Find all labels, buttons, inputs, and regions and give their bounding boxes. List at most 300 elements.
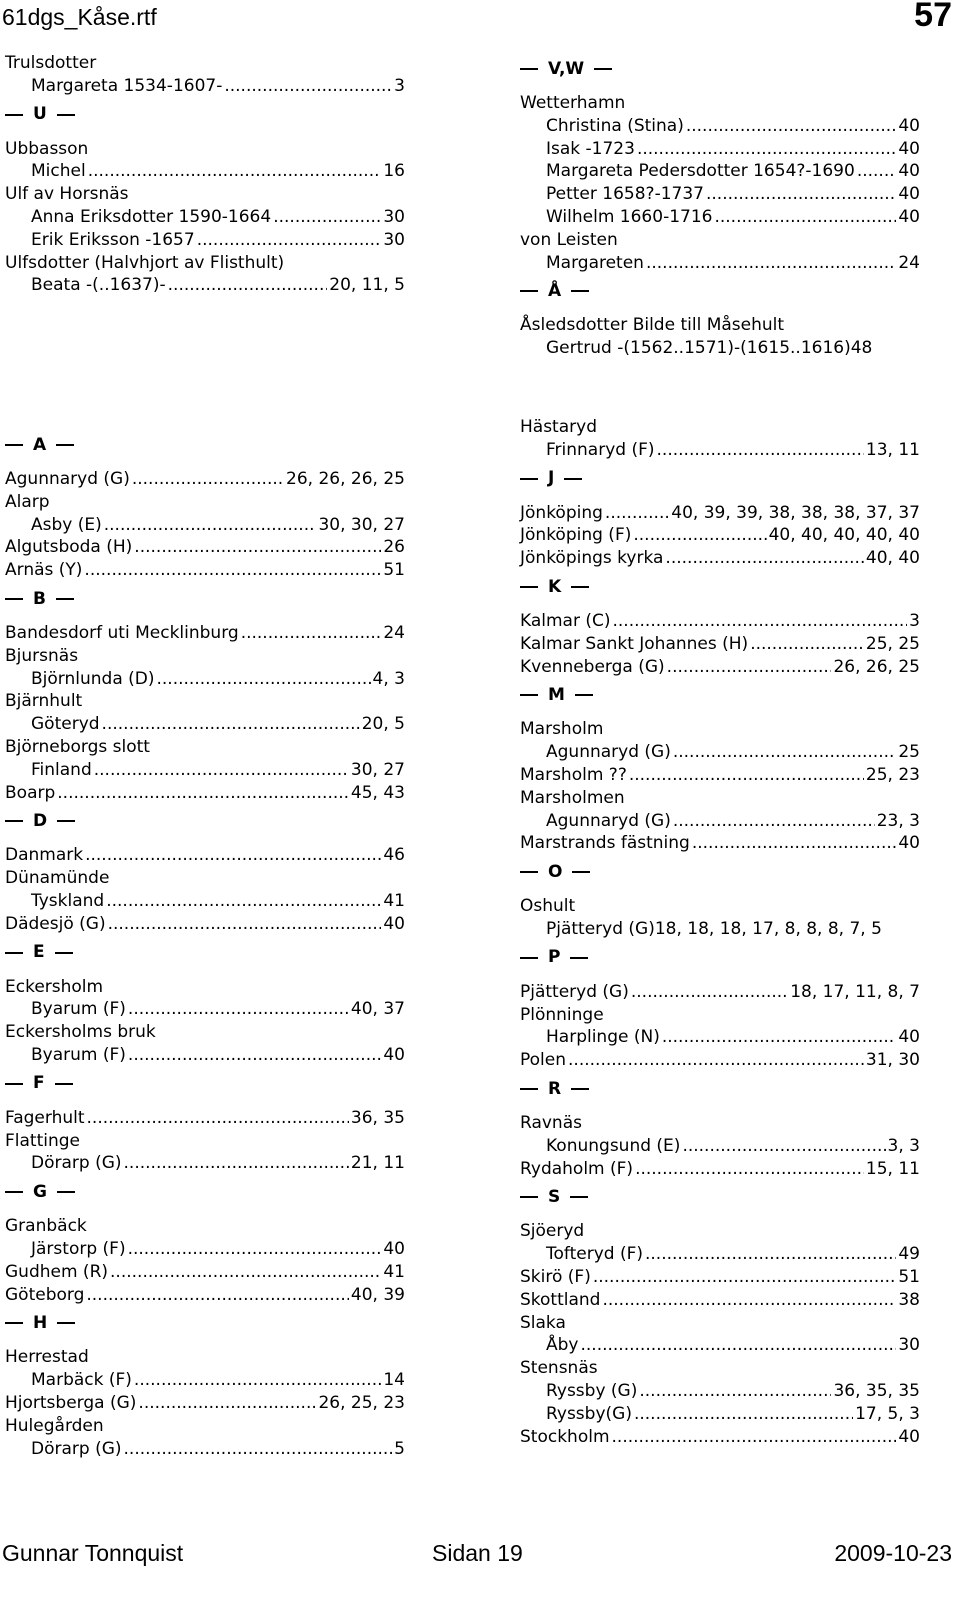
section-letter-text: A xyxy=(33,434,47,455)
entry-name: Wilhelm 1660-1716 xyxy=(546,206,713,227)
entry-name: Stockholm xyxy=(520,1426,610,1447)
entry-pages: 40 xyxy=(898,161,920,182)
index-entry xyxy=(520,502,920,525)
index-entry xyxy=(520,547,920,570)
index-heading: Ulf av Horsnäs xyxy=(5,184,129,205)
leader-dots xyxy=(102,713,360,736)
entry-pages: 40, 39 xyxy=(350,1284,405,1305)
index-entry xyxy=(5,1044,405,1067)
letter-dash-right xyxy=(55,952,73,954)
leader-dots xyxy=(706,183,896,206)
entry-name: Jönköpings kyrka xyxy=(520,548,664,569)
entry-name: Kvenneberga (G) xyxy=(520,656,665,677)
letter-dash-right xyxy=(57,114,75,116)
section-letter-text: S xyxy=(548,1186,561,1207)
entry-pages: 3 xyxy=(394,75,405,96)
leader-dots xyxy=(86,1284,349,1307)
letter-dash-left xyxy=(5,114,23,116)
entry-name: Beata -(..1637)- xyxy=(31,275,166,296)
leader-dots xyxy=(613,610,908,633)
leader-dots xyxy=(593,1266,897,1289)
index-entry xyxy=(520,183,920,206)
index-heading: Oshult xyxy=(520,896,576,917)
leader-dots xyxy=(108,913,382,936)
section-letter-text: Å xyxy=(548,280,562,301)
letter-dash-left xyxy=(5,444,23,446)
index-heading: Pjätteryd (G)18, 18, 18, 17, 8, 8, 8, 7, 5 xyxy=(546,918,882,939)
letter-dash-right xyxy=(572,871,590,873)
leader-dots xyxy=(88,160,382,183)
index-entry xyxy=(5,160,405,183)
index-entry xyxy=(520,1243,920,1266)
index-entry xyxy=(5,536,405,559)
section-letter-text: K xyxy=(548,576,562,597)
index-entry xyxy=(520,764,920,787)
section-letter-text: D xyxy=(33,810,48,831)
entry-pages: 3 xyxy=(909,610,920,631)
document-title: 61dgs_Kåse.rtf xyxy=(2,4,157,30)
leader-dots xyxy=(224,75,392,98)
letter-dash-left xyxy=(520,478,538,480)
entry-name: Harplinge (N) xyxy=(546,1027,660,1048)
entry-pages: 24 xyxy=(898,252,920,273)
section-letter-text: M xyxy=(548,684,565,705)
entry-pages: 40, 40 xyxy=(865,548,920,569)
entry-name: Tyskland xyxy=(31,890,105,911)
index-heading: Dünamünde xyxy=(5,868,110,889)
footer-date: 2009-10-23 xyxy=(834,1540,952,1566)
index-entry xyxy=(5,782,405,805)
entry-name: Konungsund (E) xyxy=(546,1135,681,1156)
index-heading: von Leisten xyxy=(520,229,618,250)
leader-dots xyxy=(645,1243,896,1266)
letter-dash-left xyxy=(520,586,538,588)
index-entry xyxy=(520,1380,920,1403)
entry-name: Ryssby(G) xyxy=(546,1403,632,1424)
letter-dash-right xyxy=(571,290,589,292)
leader-dots xyxy=(134,1369,381,1392)
index-heading: Eckersholm xyxy=(5,976,104,997)
leader-dots xyxy=(605,502,669,525)
index-heading: Åsledsdotter Bilde till Måsehult xyxy=(520,315,785,336)
entry-pages: 26 xyxy=(383,537,405,558)
letter-dash-right xyxy=(57,820,75,822)
entry-pages: 41 xyxy=(383,890,405,911)
entry-pages: 40, 40, 40, 40, 40 xyxy=(768,525,920,546)
leader-dots xyxy=(714,206,896,229)
letter-dash-right xyxy=(57,1191,75,1193)
leader-dots xyxy=(168,274,328,297)
entry-pages: 13, 11 xyxy=(865,439,920,460)
index-heading: Eckersholms bruk xyxy=(5,1022,156,1043)
entry-pages: 3, 3 xyxy=(887,1135,920,1156)
leader-dots xyxy=(637,138,896,161)
index-entry xyxy=(520,832,920,855)
page-number: 57 xyxy=(914,0,952,34)
index-entry xyxy=(5,229,405,252)
entry-pages: 40 xyxy=(898,206,920,227)
section-letter-text: U xyxy=(33,104,47,125)
index-entry xyxy=(520,252,920,275)
index-entry xyxy=(5,559,405,582)
leader-dots xyxy=(124,1152,349,1175)
leader-dots xyxy=(57,782,349,805)
section-letter xyxy=(5,810,405,832)
index-entry xyxy=(520,1403,920,1426)
leader-dots xyxy=(128,998,349,1021)
index-entry xyxy=(520,981,920,1004)
index-heading: Gertrud -(1562..1571)-(1615..1616)48 xyxy=(546,338,873,359)
entry-name: Finland xyxy=(31,759,92,780)
letter-dash-left xyxy=(520,694,538,696)
entry-pages: 51 xyxy=(898,1266,920,1287)
index-entry xyxy=(5,844,405,867)
entry-name: Kalmar Sankt Johannes (H) xyxy=(520,633,749,654)
index-entry xyxy=(520,1135,920,1158)
entry-name: Tofteryd (F) xyxy=(546,1244,643,1265)
leader-dots xyxy=(657,439,864,462)
section-letter xyxy=(520,861,920,883)
index-column-bottom-right xyxy=(520,416,920,1448)
entry-pages: 25 xyxy=(898,742,920,763)
entry-pages: 40, 37 xyxy=(350,999,405,1020)
index-entry xyxy=(5,1438,405,1461)
index-entry xyxy=(520,160,920,183)
entry-name: Margareten xyxy=(546,252,644,273)
entry-name: Kalmar (C) xyxy=(520,610,611,631)
entry-pages: 30, 27 xyxy=(350,759,405,780)
index-heading: Bjärnhult xyxy=(5,691,83,712)
entry-name: Rydaholm (F) xyxy=(520,1158,634,1179)
leader-dots xyxy=(667,656,832,679)
index-entry xyxy=(520,138,920,161)
index-heading: Ravnäs xyxy=(520,1112,582,1133)
leader-dots xyxy=(646,252,896,275)
entry-pages: 40 xyxy=(383,1238,405,1259)
entry-name: Anna Eriksdotter 1590-1664 xyxy=(31,206,272,227)
section-letter xyxy=(520,1078,920,1100)
index-heading: Granbäck xyxy=(5,1216,87,1237)
section-letter xyxy=(5,942,405,964)
index-entry xyxy=(5,668,405,691)
entry-name: Byarum (F) xyxy=(31,999,126,1020)
entry-pages: 40, 39, 39, 38, 38, 38, 37, 37 xyxy=(671,502,920,523)
section-letter-text: R xyxy=(548,1078,562,1099)
leader-dots xyxy=(128,1044,381,1067)
index-entry xyxy=(520,1266,920,1289)
index-column-bottom-left xyxy=(5,428,405,1460)
index-heading: Herrestad xyxy=(5,1347,89,1368)
letter-dash-left xyxy=(5,820,23,822)
index-entry xyxy=(520,524,920,547)
letter-dash-left xyxy=(520,68,538,70)
entry-name: Margareta Pedersdotter 1654?-1690 xyxy=(546,161,855,182)
leader-dots xyxy=(673,741,897,764)
entry-pages: 41 xyxy=(383,1261,405,1282)
section-letter xyxy=(520,58,920,80)
letter-dash-left xyxy=(5,952,23,954)
entry-name: Fagerhult xyxy=(5,1107,85,1128)
index-heading: Stensnäs xyxy=(520,1358,598,1379)
entry-pages: 51 xyxy=(383,560,405,581)
index-entry xyxy=(520,115,920,138)
index-entry xyxy=(520,741,920,764)
entry-name: Hjortsberga (G) xyxy=(5,1392,137,1413)
index-heading: Slaka xyxy=(520,1312,566,1333)
index-entry xyxy=(520,1334,920,1357)
leader-dots xyxy=(857,160,897,183)
section-letter-text: V,W xyxy=(548,58,585,79)
leader-dots xyxy=(673,810,875,833)
index-entry xyxy=(5,713,405,736)
entry-pages: 26, 26, 25 xyxy=(833,656,920,677)
leader-dots xyxy=(633,524,766,547)
section-letter xyxy=(520,468,920,490)
letter-dash-right xyxy=(56,598,74,600)
entry-pages: 49 xyxy=(898,1244,920,1265)
entry-pages: 36, 35 xyxy=(350,1107,405,1128)
index-entry xyxy=(5,1107,405,1130)
index-heading: Flattinge xyxy=(5,1130,80,1151)
leader-dots xyxy=(568,1049,864,1072)
entry-pages: 26, 25, 23 xyxy=(318,1392,405,1413)
section-letter xyxy=(520,576,920,598)
entry-pages: 46 xyxy=(383,845,405,866)
entry-name: Dörarp (G) xyxy=(31,1438,122,1459)
leader-dots xyxy=(692,832,897,855)
entry-pages: 31, 30 xyxy=(865,1050,920,1071)
entry-pages: 20, 11, 5 xyxy=(329,275,405,296)
entry-pages: 14 xyxy=(383,1370,405,1391)
index-heading: Marsholm xyxy=(520,719,604,740)
entry-pages: 40 xyxy=(898,1426,920,1447)
entry-name: Pjätteryd (G) xyxy=(520,981,629,1002)
entry-name: Asby (E) xyxy=(31,514,102,535)
entry-pages: 40 xyxy=(898,115,920,136)
leader-dots xyxy=(85,844,381,867)
entry-name: Björnlunda (D) xyxy=(31,668,155,689)
entry-name: Arnäs (Y) xyxy=(5,560,83,581)
footer-author: Gunnar Tonnquist xyxy=(2,1540,184,1566)
index-entry xyxy=(5,1238,405,1261)
entry-name: Erik Eriksson -1657 xyxy=(31,229,195,250)
entry-name: Petter 1658?-1737 xyxy=(546,184,704,205)
entry-name: Skottland xyxy=(520,1289,601,1310)
index-entry xyxy=(520,1026,920,1049)
index-entry xyxy=(520,1426,920,1449)
leader-dots xyxy=(634,1403,853,1426)
entry-name: Järstorp (F) xyxy=(31,1238,126,1259)
index-entry xyxy=(5,1261,405,1284)
letter-dash-right xyxy=(55,1083,73,1085)
index-entry xyxy=(520,1289,920,1312)
entry-name: Boarp xyxy=(5,782,56,803)
letter-dash-left xyxy=(520,1196,538,1198)
leader-dots xyxy=(273,206,381,229)
section-letter xyxy=(520,1186,920,1208)
section-letter xyxy=(520,947,920,969)
entry-pages: 20, 5 xyxy=(361,714,405,735)
letter-dash-left xyxy=(5,598,23,600)
letter-dash-right xyxy=(570,957,588,959)
entry-name: Dädesjö (G) xyxy=(5,913,106,934)
entry-name: Marbäck (F) xyxy=(31,1370,132,1391)
index-entry xyxy=(520,633,920,656)
entry-name: Dörarp (G) xyxy=(31,1153,122,1174)
leader-dots xyxy=(138,1392,316,1415)
entry-pages: 30 xyxy=(383,229,405,250)
leader-dots xyxy=(639,1380,831,1403)
entry-pages: 4, 3 xyxy=(372,668,405,689)
entry-name: Michel xyxy=(31,161,86,182)
index-heading: Ulfsdotter (Halvhjort av Flisthult) xyxy=(5,252,285,273)
entry-name: Polen xyxy=(520,1050,567,1071)
index-entry xyxy=(5,1392,405,1415)
letter-dash-right xyxy=(571,1088,589,1090)
index-entry xyxy=(5,913,405,936)
section-letter-text: H xyxy=(33,1312,48,1333)
index-heading: Wetterhamn xyxy=(520,93,626,113)
entry-name: Margareta 1534-1607- xyxy=(31,75,223,96)
index-heading: Alarp xyxy=(5,491,50,512)
section-letter-text: P xyxy=(548,947,561,968)
leader-dots xyxy=(84,559,381,582)
index-entry xyxy=(5,890,405,913)
entry-name: Marsholm ?? xyxy=(520,764,627,785)
entry-pages: 40 xyxy=(383,913,405,934)
entry-pages: 40 xyxy=(898,138,920,159)
index-entry xyxy=(520,810,920,833)
letter-dash-right xyxy=(57,1322,75,1324)
entry-pages: 40 xyxy=(898,833,920,854)
letter-dash-left xyxy=(520,1088,538,1090)
entry-pages: 16 xyxy=(383,161,405,182)
leader-dots xyxy=(157,668,371,691)
leader-dots xyxy=(87,1107,349,1130)
entry-name: Jönköping (F) xyxy=(520,525,632,546)
index-entry xyxy=(520,206,920,229)
entry-name: Göteborg xyxy=(5,1284,85,1305)
index-entry xyxy=(520,656,920,679)
leader-dots xyxy=(134,536,381,559)
leader-dots xyxy=(124,1438,393,1461)
index-entry xyxy=(5,998,405,1021)
letter-dash-left xyxy=(520,290,538,292)
footer-sheet: Sidan 19 xyxy=(432,1540,523,1566)
leader-dots xyxy=(612,1426,897,1449)
leader-dots xyxy=(106,890,381,913)
leader-dots xyxy=(686,115,897,138)
index-heading: Trulsdotter xyxy=(5,53,97,73)
index-column-top-left xyxy=(5,52,405,297)
index-entry xyxy=(520,439,920,462)
section-letter xyxy=(5,104,405,126)
entry-name: Åby xyxy=(546,1335,579,1356)
section-letter xyxy=(5,434,405,456)
letter-dash-right xyxy=(564,478,582,480)
section-letter-text: F xyxy=(33,1073,45,1094)
index-entry xyxy=(5,75,405,98)
index-entry xyxy=(520,1158,920,1181)
leader-dots xyxy=(128,1238,382,1261)
entry-pages: 5 xyxy=(394,1438,405,1459)
section-letter xyxy=(520,280,920,302)
letter-dash-right xyxy=(570,1196,588,1198)
leader-dots xyxy=(580,1334,896,1357)
entry-pages: 17, 5, 3 xyxy=(855,1403,920,1424)
entry-name: Frinnaryd (F) xyxy=(546,439,655,460)
leader-dots xyxy=(110,1261,381,1284)
leader-dots xyxy=(635,1158,864,1181)
index-entry xyxy=(5,759,405,782)
index-entry xyxy=(5,206,405,229)
entry-pages: 45, 43 xyxy=(350,782,405,803)
letter-dash-right xyxy=(56,444,74,446)
entry-pages: 38 xyxy=(898,1289,920,1310)
leader-dots xyxy=(750,633,864,656)
entry-pages: 25, 23 xyxy=(865,764,920,785)
index-entry xyxy=(5,468,405,491)
index-entry xyxy=(520,1049,920,1072)
leader-dots xyxy=(94,759,349,782)
entry-pages: 18, 17, 11, 8, 7 xyxy=(790,981,920,1002)
section-letter-text: B xyxy=(33,588,46,609)
index-heading: Sjöeryd xyxy=(520,1221,585,1242)
section-letter xyxy=(5,1073,405,1095)
leader-dots xyxy=(631,981,788,1004)
index-heading: Bjursnäs xyxy=(5,645,79,666)
entry-name: Isak -1723 xyxy=(546,138,635,159)
leader-dots xyxy=(241,622,382,645)
entry-name: Agunnaryd (G) xyxy=(5,469,130,489)
entry-name: Marstrands fästning xyxy=(520,833,690,854)
letter-dash-left xyxy=(520,871,538,873)
index-heading: Ubbasson xyxy=(5,138,89,159)
leader-dots xyxy=(662,1026,897,1049)
letter-dash-left xyxy=(520,957,538,959)
index-heading: Björneborgs slott xyxy=(5,736,150,757)
index-heading: Plönninge xyxy=(520,1004,604,1025)
entry-pages: 26, 26, 26, 25 xyxy=(286,469,405,489)
leader-dots xyxy=(665,547,864,570)
entry-pages: 40 xyxy=(383,1044,405,1065)
entry-name: Christina (Stina) xyxy=(546,115,684,136)
letter-dash-right xyxy=(594,68,612,70)
leader-dots xyxy=(197,229,382,252)
section-letter-text: J xyxy=(548,468,555,489)
entry-pages: 30 xyxy=(383,206,405,227)
section-letter-text: E xyxy=(33,942,45,963)
index-heading: Hästaryd xyxy=(520,417,597,437)
index-column-top-right xyxy=(520,52,920,360)
leader-dots xyxy=(132,468,284,491)
index-entry xyxy=(5,1152,405,1175)
letter-dash-right xyxy=(571,586,589,588)
section-letter xyxy=(520,684,920,706)
section-letter xyxy=(5,588,405,610)
index-entry xyxy=(5,622,405,645)
section-letter xyxy=(5,1181,405,1203)
leader-dots xyxy=(629,764,864,787)
index-entry xyxy=(5,1369,405,1392)
leader-dots xyxy=(602,1289,896,1312)
entry-pages: 25, 25 xyxy=(865,633,920,654)
section-letter-text: G xyxy=(33,1181,47,1202)
index-entry xyxy=(5,274,405,297)
letter-dash-left xyxy=(5,1083,23,1085)
entry-pages: 30, 30, 27 xyxy=(318,514,405,535)
index-entry xyxy=(5,1284,405,1307)
